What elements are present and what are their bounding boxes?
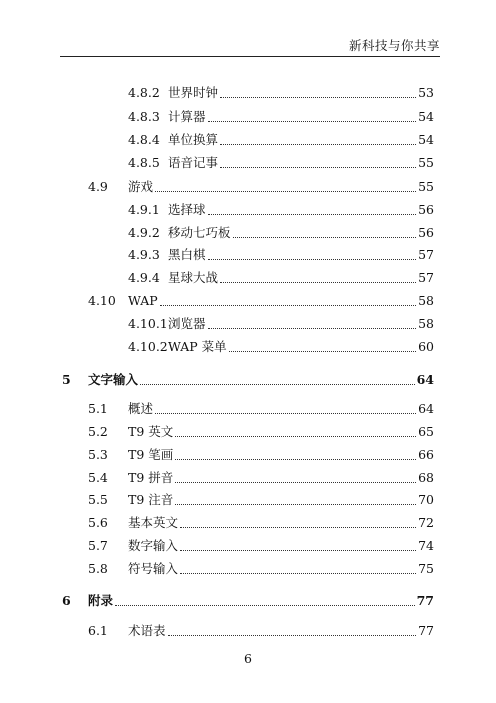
toc-entry-number: 4.10.1 [128, 316, 168, 331]
toc-dot-leader [175, 458, 416, 460]
toc-entry-number: 5.5 [88, 492, 108, 507]
toc-entry-number: 5.6 [88, 515, 108, 530]
toc-entry-page: 53 [418, 85, 434, 100]
toc-entry-title: T9 笔画 [128, 447, 174, 462]
toc-entry-page: 56 [418, 225, 434, 240]
toc-entry-page: 58 [418, 293, 434, 308]
toc-entry-page: 55 [418, 155, 434, 170]
toc-entry-title: T9 拼音 [128, 470, 174, 485]
toc-entry-page: 57 [418, 270, 434, 285]
toc-entry-number: 4.9.3 [128, 247, 160, 262]
toc-entry-page: 64 [418, 401, 434, 416]
running-header [60, 34, 440, 57]
toc-entry-number: 4.9.2 [128, 225, 160, 240]
toc-entry-number: 4.8.3 [128, 109, 160, 124]
toc-entry-number: 5.8 [88, 561, 108, 576]
toc-entry-page: 54 [418, 132, 434, 147]
toc-entry-title: 符号输入 [128, 561, 179, 576]
toc-dot-leader [208, 120, 417, 122]
toc-entry-page: 57 [418, 247, 434, 262]
toc-dot-leader [220, 96, 416, 98]
toc-entry-number: 4.8.2 [128, 85, 160, 100]
toc-entry-title: 基本英文 [128, 515, 179, 530]
toc-entry-title: 单位换算 [168, 132, 219, 147]
toc-entry-page: 77 [418, 623, 434, 638]
toc-entry-title: 星球大战 [168, 270, 219, 285]
toc-entry-page: 58 [418, 316, 434, 331]
toc-entry-page: 64 [416, 372, 434, 387]
toc-entry[interactable] [88, 560, 434, 578]
toc-dot-leader [180, 526, 416, 528]
toc-entry-page: 65 [418, 424, 434, 439]
toc-entry[interactable] [88, 622, 434, 640]
toc-dot-leader [233, 236, 417, 238]
toc-entry-title: 游戏 [128, 179, 154, 194]
toc-entry[interactable] [128, 224, 434, 242]
toc-entry[interactable] [128, 84, 434, 102]
toc-dot-leader [140, 383, 415, 385]
toc-entry-number: 4.10.2 [128, 339, 168, 354]
toc-entry[interactable] [128, 269, 434, 287]
toc-entry[interactable] [88, 514, 434, 532]
toc-dot-leader [229, 350, 416, 352]
toc-dot-leader [175, 503, 416, 505]
toc-dot-leader [155, 412, 416, 414]
toc-entry[interactable] [128, 201, 434, 219]
header-title: 新科技与你共享 [348, 38, 440, 53]
toc-entry-title: 世界时钟 [168, 85, 219, 100]
toc-entry-number: 5.7 [88, 538, 108, 553]
toc-entry-title: 计算器 [168, 109, 206, 124]
toc-entry-number: 4.8.4 [128, 132, 160, 147]
toc-entry-title: 附录 [88, 593, 114, 608]
toc-entry[interactable] [128, 154, 434, 172]
toc-entry-number: 5.2 [88, 424, 108, 439]
toc-entry-title: 移动七巧板 [168, 225, 231, 240]
toc-dot-leader [155, 190, 416, 192]
toc-entry[interactable] [128, 131, 434, 149]
toc-entry-title: T9 注音 [128, 492, 174, 507]
toc-dot-leader [180, 572, 416, 574]
toc-dot-leader [220, 281, 416, 283]
toc-entry-title: 概述 [128, 401, 154, 416]
toc-dot-leader [208, 213, 417, 215]
toc-entry[interactable] [88, 491, 434, 509]
toc-entry-page: 70 [418, 492, 434, 507]
toc-entry-number: 5.4 [88, 470, 108, 485]
toc-entry-number: 6 [62, 593, 71, 608]
toc-entry-number: 4.9.4 [128, 270, 160, 285]
toc-dot-leader [160, 304, 416, 306]
toc-chapter-entry[interactable] [62, 592, 434, 610]
toc-dot-leader [180, 549, 416, 551]
toc-entry[interactable] [128, 246, 434, 264]
toc-entry-number: 4.10 [88, 293, 116, 308]
toc-entry-page: 56 [418, 202, 434, 217]
toc-entry[interactable] [88, 469, 434, 487]
toc-dot-leader [208, 327, 417, 329]
toc-chapter-entry[interactable] [62, 371, 434, 389]
toc-entry-page: 77 [416, 593, 434, 608]
toc-entry[interactable] [88, 537, 434, 555]
toc-dot-leader [220, 143, 416, 145]
toc-entry-title: 术语表 [128, 623, 166, 638]
toc-entry-title: 选择球 [168, 202, 206, 217]
toc-entry[interactable] [88, 446, 434, 464]
toc-entry[interactable] [128, 315, 434, 333]
toc-entry-number: 4.9.1 [128, 202, 160, 217]
toc-entry[interactable] [128, 338, 434, 356]
toc-entry-page: 74 [418, 538, 434, 553]
toc-entry-title: 黑白棋 [168, 247, 206, 262]
page-number: 6 [244, 651, 252, 666]
toc-entry-number: 5.1 [88, 401, 108, 416]
toc-entry[interactable] [88, 178, 434, 196]
toc-entry-title: 文字输入 [88, 372, 139, 387]
toc-entry-title: 浏览器 [168, 316, 206, 331]
toc-entry-title: 语音记事 [168, 155, 219, 170]
toc-entry-title: WAP 菜单 [168, 339, 227, 354]
toc-entry[interactable] [88, 423, 434, 441]
toc-entry[interactable] [88, 292, 434, 310]
toc-dot-leader [208, 258, 417, 260]
toc-dot-leader [220, 166, 416, 168]
toc-entry-number: 5.3 [88, 447, 108, 462]
toc-dot-leader [115, 604, 415, 606]
toc-entry-title: T9 英文 [128, 424, 174, 439]
toc-entry-number: 6.1 [88, 623, 108, 638]
toc-entry-number: 4.8.5 [128, 155, 160, 170]
toc-entry-page: 66 [418, 447, 434, 462]
toc-entry-number: 5 [62, 372, 71, 387]
toc-dot-leader [168, 634, 417, 636]
toc-entry-page: 68 [418, 470, 434, 485]
toc-entry-number: 4.9 [88, 179, 108, 194]
toc-entry-title: 数字输入 [128, 538, 179, 553]
toc-entry-page: 75 [418, 561, 434, 576]
toc-entry-page: 55 [418, 179, 434, 194]
toc-entry-title: WAP [128, 293, 158, 308]
toc-dot-leader [175, 435, 416, 437]
toc-entry-page: 72 [418, 515, 434, 530]
toc-entry-page: 60 [418, 339, 434, 354]
toc-entry[interactable] [88, 400, 434, 418]
toc-entry-page: 54 [418, 109, 434, 124]
toc-dot-leader [175, 481, 416, 483]
toc-entry[interactable] [128, 108, 434, 126]
